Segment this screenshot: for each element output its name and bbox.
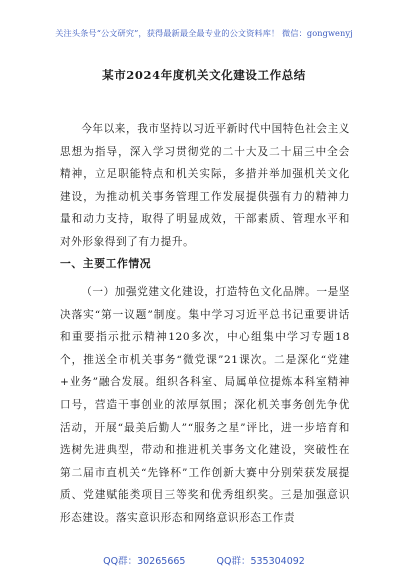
footer-contact	[0, 553, 408, 567]
footer-qq-group-2: QQ群：535304092	[216, 556, 305, 567]
document-title: 某市2024年度机关文化建设工作总结	[102, 68, 306, 82]
section-heading: 一、主要工作情况	[60, 257, 152, 270]
footer-qq-group-1: QQ群：30265665	[103, 556, 186, 567]
intro-paragraph: 今年以来，我市坚持以习近平新时代中国特色社会主义思想为指导，深入学习贯彻党的二十大及二十届三中全会精神，立足职能特点和机关实际，多措并举加强机关文化建设，为推动机关事务管理工作发展提供强有力的精神力量和动力支持，取得了明显成效，干部素质、管理水平和对外形象得到了有力提升。	[60, 123, 350, 248]
header-banner: 关注头条号“公文研究”，获得最新最全最专业的公文资料库！ 微信：gongwenyj	[55, 28, 353, 38]
section-paragraph: （一）加强党建文化建设，打造特色文化品牌。一是坚决落实“第一议题”制度。集中学习习近平总书记重要讲话和重要指示批示精神120多次，中心组集中学习专题18个，推送全市机关事务“微党课”21课次。二是深化“党建+业务”融合发展。组织各科室、局属单位提炼本科室精神口号，营造干事创业的浓厚氛围；深化机关事务创先争优活动，开展“最美后勤人”“服务之星”评比，进一步培育和选树先进典型，带动和推进机关事务文化建设，突破性在第二届市直机关“先锋杯”工作创新大赛中分别荣获发展提质、党建赋能类项目三等奖和优秀组织奖。三是加强意识形态建设。落实意识形态和网络意识形态工作责	[60, 286, 350, 524]
